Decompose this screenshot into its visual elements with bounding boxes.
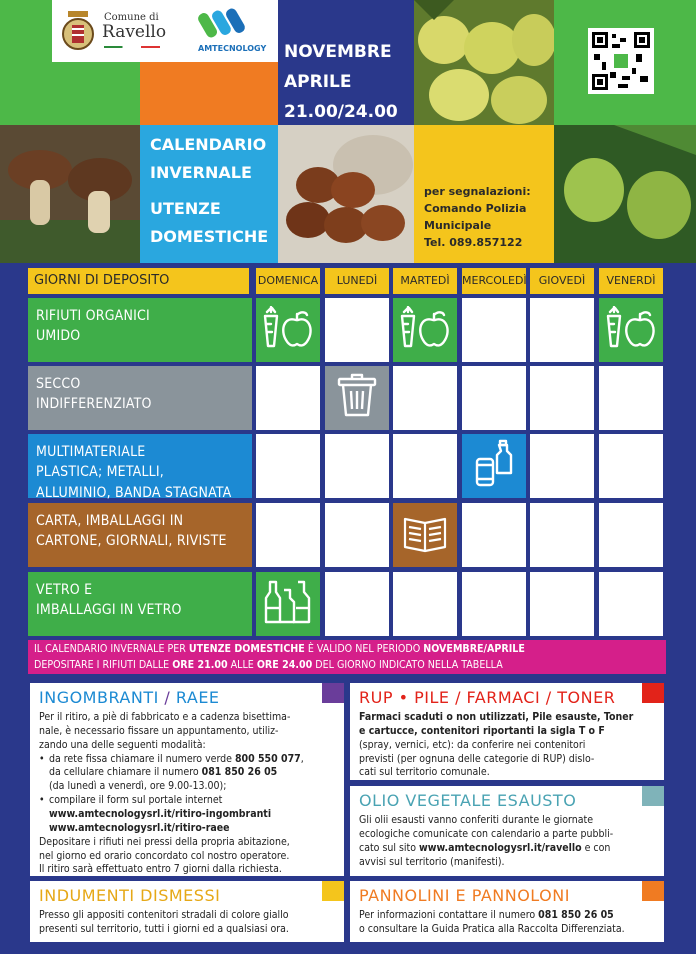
header-orange-block bbox=[140, 62, 278, 125]
empty-day-cell bbox=[393, 366, 457, 430]
empty-day-cell bbox=[393, 434, 457, 498]
day-header: MERCOLEDÌ bbox=[462, 268, 526, 294]
period-block bbox=[278, 0, 414, 125]
chestnut-photo bbox=[278, 125, 414, 263]
empty-day-cell bbox=[462, 572, 526, 636]
collection-day-cell bbox=[393, 503, 457, 567]
empty-day-cell bbox=[325, 572, 389, 636]
collection-day-cell bbox=[256, 572, 320, 636]
waste-type-line: MULTIMATERIALE bbox=[36, 444, 146, 460]
newspaper-icon bbox=[401, 513, 449, 557]
glass-bottles-icon bbox=[262, 578, 314, 630]
reports-line-2: Comando Polizia bbox=[424, 202, 527, 215]
rup-corner bbox=[642, 683, 664, 703]
trash-bin-icon bbox=[335, 373, 379, 423]
collection-day-cell bbox=[462, 434, 526, 498]
calendar-title-3: UTENZE bbox=[150, 199, 221, 218]
empty-day-cell bbox=[530, 298, 594, 362]
waste-type-label bbox=[28, 503, 252, 567]
day-header: VENERDÌ bbox=[599, 268, 663, 294]
waste-type-line: VETRO E bbox=[36, 582, 93, 598]
waste-type-label bbox=[28, 434, 252, 501]
waste-type-line: SECCO bbox=[36, 376, 81, 392]
empty-day-cell bbox=[599, 366, 663, 430]
quince-photo bbox=[414, 0, 554, 125]
collection-day-cell bbox=[393, 298, 457, 362]
empty-day-cell bbox=[530, 434, 594, 498]
empty-day-cell bbox=[325, 434, 389, 498]
municipality-underline bbox=[104, 46, 160, 48]
waste-type-line: CARTA, IMBALLAGGI IN bbox=[36, 513, 184, 529]
day-header: DOMENICA bbox=[256, 268, 320, 294]
fig-photo bbox=[554, 125, 696, 263]
collection-day-cell bbox=[599, 298, 663, 362]
amtecnology-logo-icon bbox=[198, 6, 248, 40]
empty-day-cell bbox=[256, 434, 320, 498]
municipality-name-2: Ravello bbox=[102, 22, 167, 42]
company-name: AMTECNOLOGY bbox=[198, 44, 267, 53]
period-hours: 21.00/24.00 bbox=[284, 102, 398, 122]
olio-title: OLIO VEGETALE ESAUSTO bbox=[359, 791, 577, 810]
empty-day-cell bbox=[325, 298, 389, 362]
ravello-crest-icon bbox=[60, 9, 96, 53]
waste-type-line: PLASTICA; METALLI, bbox=[36, 464, 164, 481]
empty-day-cell bbox=[530, 572, 594, 636]
olio-text: Gli olii esausti vanno conferiti durante le giornate ecologiche comunicate con calendario a parte pubbli- cato sul sito www.amtecnologysrl.it/ravello e con avvisi sul territorio (manifesti). bbox=[359, 814, 614, 868]
pannolini-title: PANNOLINI E PANNOLONI bbox=[359, 886, 570, 905]
calendar-title-block bbox=[140, 125, 278, 263]
indumenti-title: INDUMENTI DISMESSI bbox=[39, 886, 221, 905]
logo-box bbox=[52, 0, 278, 62]
calendar-title-4: DOMESTICHE bbox=[150, 227, 269, 246]
empty-day-cell bbox=[599, 434, 663, 498]
calendar-title-1: CALENDARIO bbox=[150, 135, 267, 154]
empty-day-cell bbox=[462, 298, 526, 362]
ingombranti-box bbox=[30, 683, 344, 876]
notice-line-1: IL CALENDARIO INVERNALE PER UTENZE DOMESTICHE È VALIDO NEL PERIODO NOVEMBRE/APRILE bbox=[34, 643, 525, 655]
empty-day-cell bbox=[256, 503, 320, 567]
qr-code-icon bbox=[588, 28, 654, 94]
calendar-title-2: INVERNALE bbox=[150, 163, 252, 182]
olio-corner bbox=[642, 786, 664, 806]
pannolini-corner bbox=[642, 881, 664, 901]
period-months-1: NOVEMBRE bbox=[284, 42, 392, 62]
plastic-can-icon bbox=[471, 439, 517, 493]
reports-phone: Tel. 089.857122 bbox=[424, 236, 523, 249]
day-header: MARTEDÌ bbox=[393, 268, 457, 294]
reports-block bbox=[414, 125, 554, 263]
indumenti-box bbox=[30, 881, 344, 942]
rup-title: RUP • PILE / FARMACI / TONER bbox=[359, 688, 616, 707]
rup-text: Farmaci scaduti o non utilizzati, Pile esauste, Toner e cartucce, contenitori riportanti la sigla T o F (spray, vernici, etc): da conferire nei contenitori previsti (per ognuna delle categorie di RUP) dislo- cati sul territorio comunale. bbox=[359, 711, 634, 779]
olio-box bbox=[350, 786, 664, 876]
empty-day-cell bbox=[325, 503, 389, 567]
empty-day-cell bbox=[599, 503, 663, 567]
municipality-name-1: Comune di bbox=[104, 12, 159, 23]
indumenti-text: Presso gli appositi contenitori stradali di colore giallo presenti sul territorio, tutti i giorni ed a qualsiasi ora. bbox=[39, 909, 289, 935]
ingombranti-text: Per il ritiro, a piè di fabbricato e a cadenza bisettima- nale, è necessario fissare un appuntamento, utiliz- zando una delle seguenti modalità: • da rete fissa chiamare il numero verde 800 550 077, da cellulare chiamare il numero 081 850 26 05 (da lunedì a venerdì, ore 9.00-13.00); • compilare il form sul portale internet www.amtecnologysrl.it/ritiro-ingombranti www.amtecnologysrl.it/ritiro-raee Depositare i rifiuti nei pressi della propria abitazione, nel giorno ed orario concordato col nostro operatore. Il ritiro sarà effettuato entro 7 giorni dalla richiesta. bbox=[39, 711, 304, 876]
waste-type-label bbox=[28, 298, 252, 362]
empty-day-cell bbox=[256, 366, 320, 430]
rup-box bbox=[350, 683, 664, 780]
day-header: GIOVEDÌ bbox=[530, 268, 594, 294]
notice-bar bbox=[28, 640, 666, 674]
waste-type-label bbox=[28, 366, 252, 430]
empty-day-cell bbox=[599, 572, 663, 636]
day-header: LUNEDÌ bbox=[325, 268, 389, 294]
empty-day-cell bbox=[393, 572, 457, 636]
waste-type-line: ALLUMINIO, BANDA STAGNATA bbox=[36, 484, 232, 501]
empty-day-cell bbox=[462, 503, 526, 567]
indumenti-corner bbox=[322, 881, 344, 901]
mushroom-photo bbox=[0, 125, 140, 263]
waste-type-line: RIFIUTI ORGANICI bbox=[36, 308, 150, 324]
table-header-label: GIORNI DI DEPOSITO bbox=[28, 268, 249, 294]
reports-line-1: per segnalazioni: bbox=[424, 185, 531, 198]
organic-icon bbox=[603, 306, 659, 354]
notice-line-2: DEPOSITARE I RIFIUTI DALLE ORE 21.00 ALLE ORE 24.00 DEL GIORNO INDICATO NELLA TABELLA bbox=[34, 659, 503, 671]
collection-day-cell bbox=[325, 366, 389, 430]
ingombranti-title: INGOMBRANTI / RAEE bbox=[39, 688, 220, 707]
period-months-2: APRILE bbox=[284, 72, 352, 92]
waste-type-line: IMBALLAGGI IN VETRO bbox=[36, 602, 182, 619]
empty-day-cell bbox=[530, 366, 594, 430]
empty-day-cell bbox=[462, 366, 526, 430]
empty-day-cell bbox=[530, 503, 594, 567]
pannolini-box bbox=[350, 881, 664, 942]
waste-type-label bbox=[28, 572, 252, 636]
waste-type-line: UMIDO bbox=[36, 328, 81, 345]
ingombranti-corner bbox=[322, 683, 344, 703]
collection-day-cell bbox=[256, 298, 320, 362]
organic-icon bbox=[397, 306, 453, 354]
organic-icon bbox=[260, 306, 316, 354]
pannolini-text: Per informazioni contattare il numero 081 850 26 05 o consultare la Guida Pratica alla Raccolta Differenziata. bbox=[359, 909, 625, 935]
waste-type-line: CARTONE, GIORNALI, RIVISTE bbox=[36, 533, 227, 550]
reports-line-3: Municipale bbox=[424, 219, 492, 232]
waste-type-line: INDIFFERENZIATO bbox=[36, 396, 152, 413]
